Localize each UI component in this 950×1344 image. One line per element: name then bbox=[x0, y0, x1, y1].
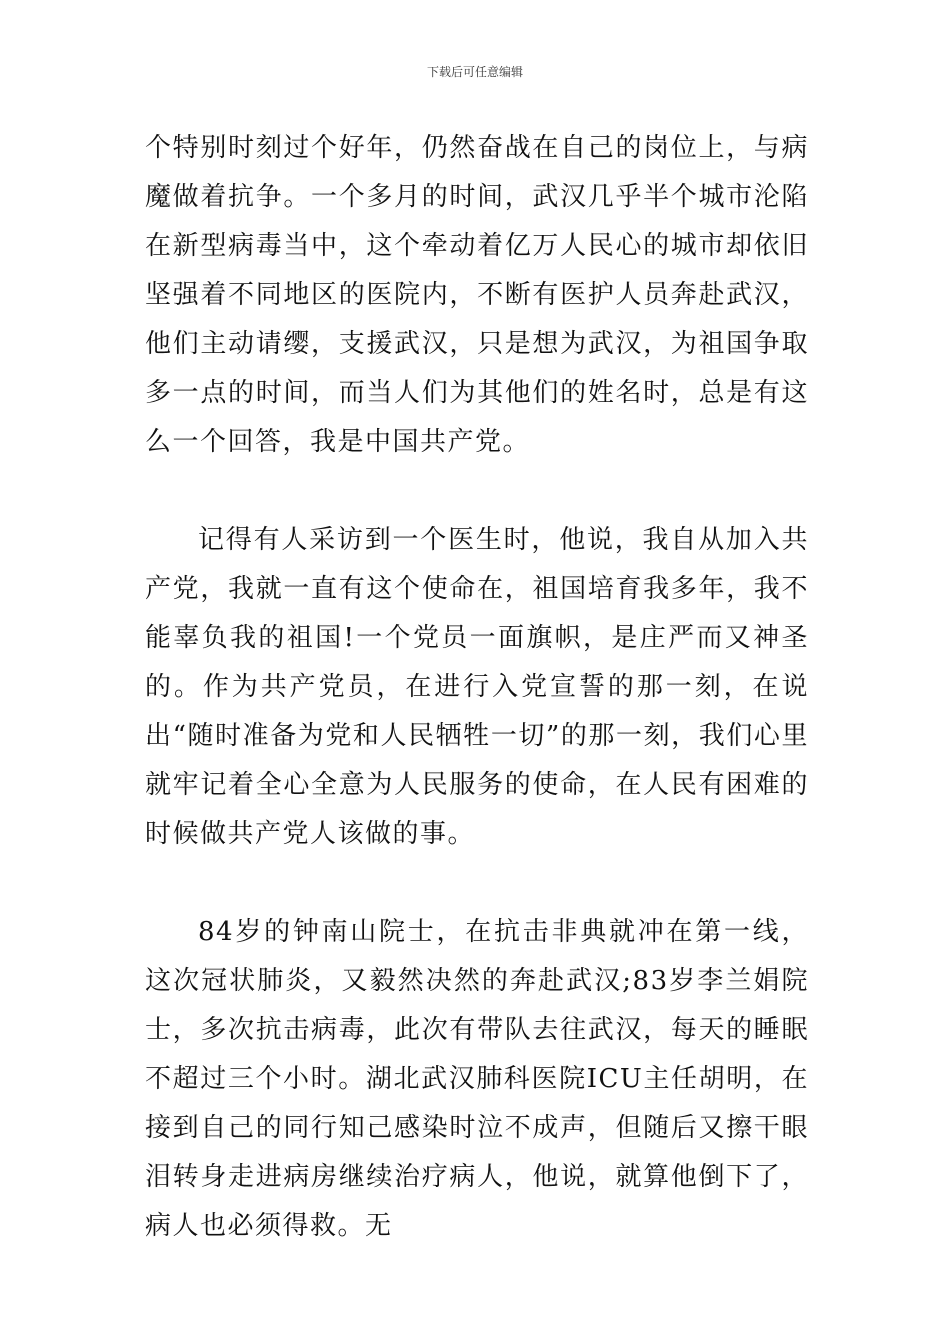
document-body bbox=[145, 124, 809, 1251]
paragraph-interview: 记得有人采访到一个医生时，他说，我自从加入共产党，我就一直有这个使命在，祖国培育我多年，我不能辜负我的祖国!一个党员一面旗帜，是庄严而又神圣的。作为共产党员，在进行入党宣誓的那一刻，在说出“随时准备为党和人民牺牲一切”的那一刻，我们心里就牢记着全心全意为人民服务的使命，在人民有困难的时候做共产党人该做的事。 bbox=[145, 525, 809, 849]
paragraph-continuation: 个特别时刻过个好年，仍然奋战在自己的岗位上，与病魔做着抗争。一个多月的时间，武汉几乎半个城市沦陷在新型病毒当中，这个牵动着亿万人民心的城市却依旧坚强着不同地区的医院内，不断有医护人员奔赴武汉，他们主动请缨，支援武汉，只是想为武汉，为祖国争取多一点的时间，而当人们为其他们的姓名时，总是有这么一个回答，我是中国共产党。 bbox=[145, 133, 809, 457]
page-header: 下载后可任意编辑 bbox=[426, 65, 523, 79]
paragraph-academicians: 84岁的钟南山院士，在抗击非典就冲在第一线，这次冠状肺炎，又毅然决然的奔赴武汉;83岁李兰娟院士，多次抗击病毒，此次有带队去往武汉，每天的睡眠不超过三个小时。湖北武汉肺科医院ICU主任胡明，在接到自己的同行知己感染时泣不成声，但随后又擦干眼泪转身走进病房继续治疗病人，他说，就算他倒下了，病人也必须得救。无 bbox=[145, 917, 809, 1241]
